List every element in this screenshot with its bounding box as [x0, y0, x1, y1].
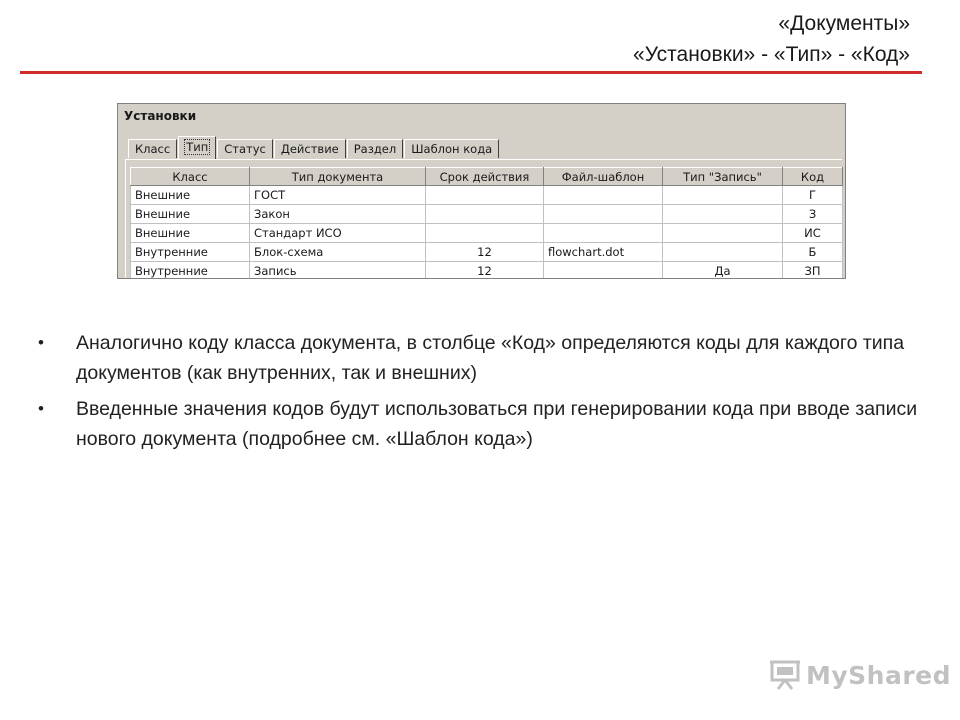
dialog-title: Установки [124, 109, 197, 123]
cell-code[interactable]: ИС [783, 224, 843, 243]
cell-template-file[interactable] [544, 205, 663, 224]
column-header-record-type[interactable]: Тип "Запись" [663, 168, 783, 186]
slide-title-line-2: «Установки» - «Тип» - «Код» [633, 43, 910, 66]
cell-class[interactable]: Внешние [131, 186, 250, 205]
cell-validity[interactable]: 12 [426, 262, 544, 280]
tab-label: Тип [186, 140, 209, 154]
table-row[interactable] [131, 205, 843, 224]
bullet-item [38, 328, 918, 388]
bullet-dot-icon: • [38, 333, 44, 352]
table-row[interactable] [131, 224, 843, 243]
tab-label: Шаблон кода [411, 142, 493, 156]
column-header-doc-type[interactable]: Тип документа [250, 168, 426, 186]
tab-bar [128, 136, 500, 158]
cell-doc-type[interactable]: Блок-схема [250, 243, 426, 262]
cell-doc-type[interactable]: Закон [250, 205, 426, 224]
cell-record-type[interactable] [663, 186, 783, 205]
slide-title [210, 8, 910, 70]
cell-class[interactable]: Внешние [131, 224, 250, 243]
cell-template-file[interactable] [544, 262, 663, 280]
bullet-text: Введенные значения кодов будут использоваться при генерировании кода при вводе записи нового документа (подробнее см. «Шаблон кода») [76, 398, 918, 450]
table-row[interactable] [131, 262, 843, 280]
presentation-board-icon [768, 658, 802, 692]
cell-class[interactable]: Внутренние [131, 243, 250, 262]
cell-record-type[interactable] [663, 243, 783, 262]
watermark [768, 657, 951, 693]
bullet-item [38, 394, 918, 454]
document-types-table [130, 167, 843, 279]
cell-validity[interactable] [426, 186, 544, 205]
cell-record-type[interactable] [663, 224, 783, 243]
cell-code[interactable]: З [783, 205, 843, 224]
cell-template-file[interactable] [544, 186, 663, 205]
tab-label: Статус [224, 142, 266, 156]
table-row[interactable] [131, 243, 843, 262]
cell-template-file[interactable] [544, 224, 663, 243]
column-header-class[interactable]: Класс [131, 168, 250, 186]
tab-class[interactable] [128, 139, 177, 158]
title-divider [20, 71, 922, 74]
settings-dialog [117, 103, 846, 279]
cell-doc-type[interactable]: Запись [250, 262, 426, 280]
bullet-text: Аналогично коду класса документа, в столбце «Код» определяются коды для каждого типа документов (как внутренних, так и внешних) [76, 332, 905, 384]
tab-type[interactable] [178, 136, 216, 159]
table-row[interactable] [131, 186, 843, 205]
tab-label: Действие [280, 142, 339, 156]
cell-template-file[interactable]: flowchart.dot [544, 243, 663, 262]
cell-validity[interactable] [426, 224, 544, 243]
watermark-text: MyShared [806, 660, 952, 690]
cell-validity[interactable]: 12 [426, 243, 544, 262]
column-header-validity[interactable]: Срок действия [426, 168, 544, 186]
tab-label: Раздел [353, 142, 397, 156]
tab-status[interactable] [217, 139, 273, 158]
tab-code-template[interactable] [404, 139, 499, 158]
cell-class[interactable]: Внутренние [131, 262, 250, 280]
slide-title-line-1: «Документы» [778, 12, 910, 35]
cell-doc-type[interactable]: ГОСТ [250, 186, 426, 205]
column-header-template-file[interactable]: Файл-шаблон [544, 168, 663, 186]
cell-record-type[interactable] [663, 205, 783, 224]
table-header-row [131, 168, 843, 186]
cell-code[interactable]: Б [783, 243, 843, 262]
tab-action[interactable] [274, 139, 346, 158]
tab-label: Класс [135, 142, 171, 156]
cell-code[interactable]: Г [783, 186, 843, 205]
cell-doc-type[interactable]: Стандарт ИСО [250, 224, 426, 243]
bullet-dot-icon: • [38, 399, 44, 418]
cell-code[interactable]: ЗП [783, 262, 843, 280]
cell-record-type[interactable]: Да [663, 262, 783, 280]
cell-class[interactable]: Внешние [131, 205, 250, 224]
column-header-code[interactable]: Код [783, 168, 843, 186]
tab-section[interactable] [347, 139, 403, 158]
bullet-list [38, 328, 918, 460]
cell-validity[interactable] [426, 205, 544, 224]
